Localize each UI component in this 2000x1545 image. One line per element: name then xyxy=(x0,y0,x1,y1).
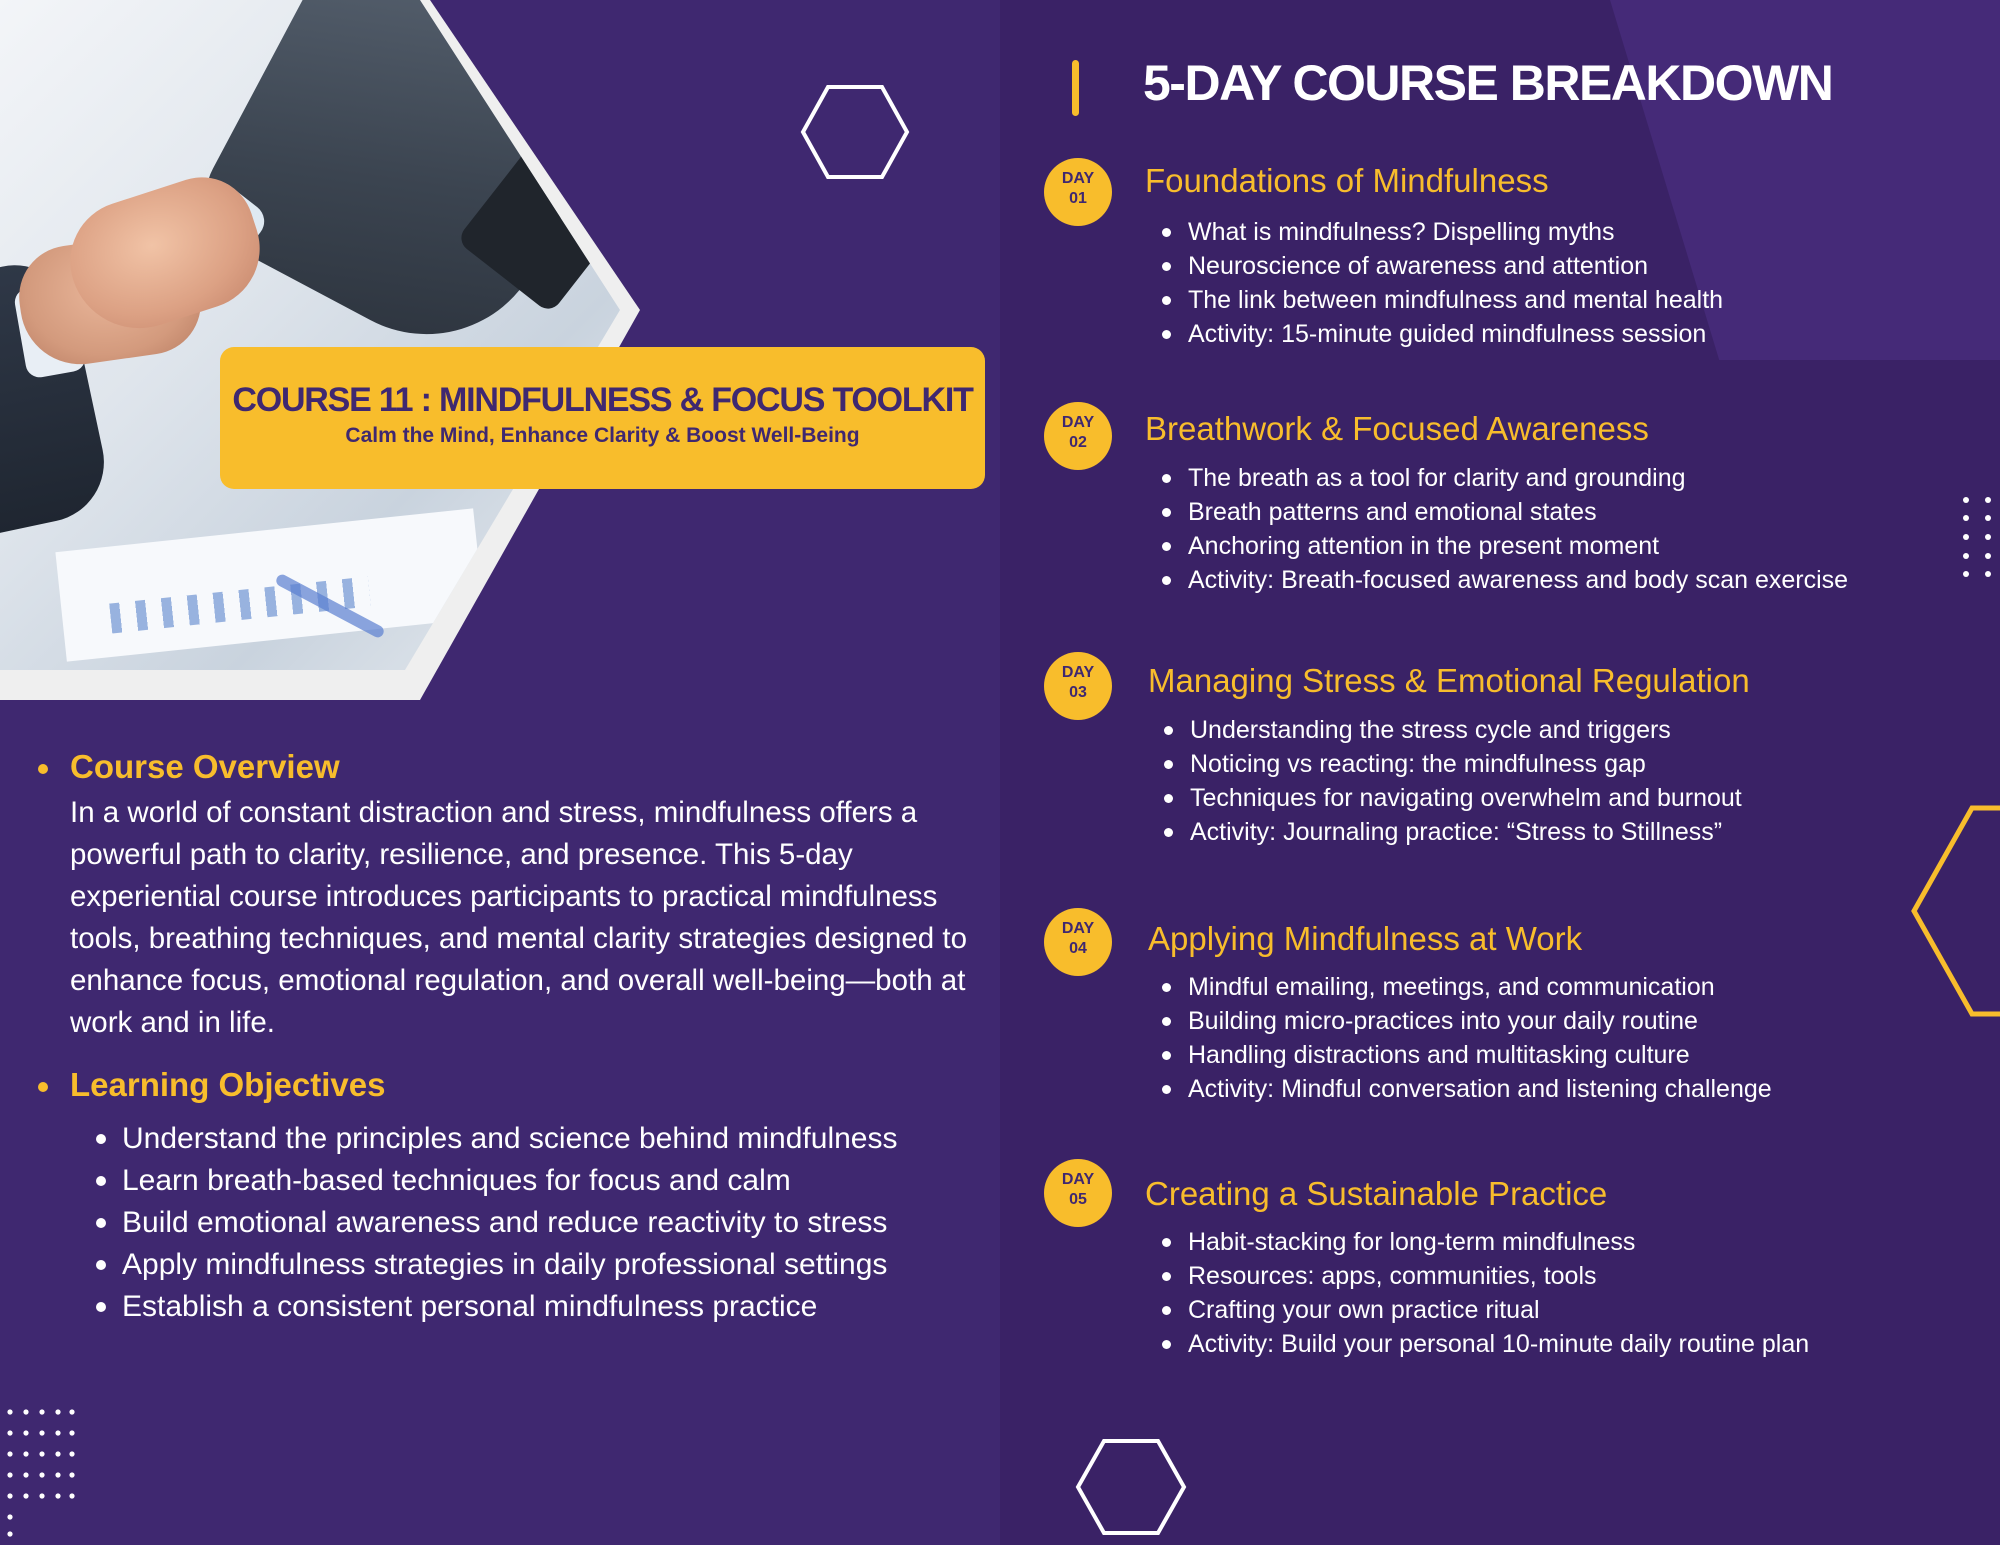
objective-item: Build emotional awareness and reduce reactivity to stress xyxy=(122,1202,922,1244)
course-title-banner xyxy=(220,347,985,489)
day-topic: The breath as a tool for clarity and grounding xyxy=(1188,461,1848,495)
day-badge xyxy=(1044,158,1112,226)
document-paper xyxy=(55,508,484,661)
day-topic: Noticing vs reacting: the mindfulness gap xyxy=(1190,747,1742,781)
day-topic: Understanding the stress cycle and triggers xyxy=(1190,713,1742,747)
day-topic: Anchoring attention in the present moment xyxy=(1188,529,1848,563)
overview-paragraph: In a world of constant distraction and stress, mindfulness offers a powerful path to clarity, resilience, and presence. This 5-day experiential course introduces participants to practical mindfulness tools, breathing techniques, and mental clarity strategies designed to enhance focus, emotional regulation, and overall well-being—both at work and in life. xyxy=(70,796,968,1039)
day-topic: Building micro-practices into your daily routine xyxy=(1188,1004,1772,1038)
day-title: Foundations of Mindfulness xyxy=(1145,162,1549,199)
day-topics xyxy=(1188,215,1723,351)
day-topics xyxy=(1190,713,1742,849)
day-topics xyxy=(1188,461,1848,597)
day-topic: Activity: 15-minute guided mindfulness session xyxy=(1188,317,1723,351)
day-title: Creating a Sustainable Practice xyxy=(1145,1175,1608,1212)
objectives-heading-text: Learning Objectives xyxy=(70,1066,386,1103)
day-topic: Handling distractions and multitasking culture xyxy=(1188,1038,1772,1072)
day-topic: The link between mindfulness and mental health xyxy=(1188,283,1723,317)
day-topic: Resources: apps, communities, tools xyxy=(1188,1259,1809,1293)
breakdown-heading: 5-DAY COURSE BREAKDOWN xyxy=(1143,55,1833,111)
day-badge-label: DAY xyxy=(1061,1171,1095,1188)
day-topic: What is mindfulness? Dispelling myths xyxy=(1188,215,1723,249)
overview-heading xyxy=(30,748,980,786)
course-title: COURSE 11 : MINDFULNESS & FOCUS TOOLKIT xyxy=(232,381,973,419)
day-topic: Activity: Mindful conversation and listening challenge xyxy=(1188,1072,1772,1106)
objective-item: Understand the principles and science behind mindfulness xyxy=(122,1118,922,1160)
course-subtitle: Calm the Mind, Enhance Clarity & Boost Well-Being xyxy=(345,424,860,447)
day-badge xyxy=(1044,908,1112,976)
objective-item: Learn breath-based techniques for focus and calm xyxy=(122,1160,922,1202)
hexagon-accent-icon xyxy=(1910,804,2000,1018)
left-column xyxy=(30,748,980,1328)
day-badge-label: DAY xyxy=(1061,414,1095,431)
objective-item: Apply mindfulness strategies in daily professional settings xyxy=(122,1244,922,1286)
day-topic: Activity: Build your personal 10-minute daily routine plan xyxy=(1188,1327,1809,1361)
dot-grid-decoration-right xyxy=(1962,496,1994,580)
day-badge-label: DAY xyxy=(1061,920,1095,937)
overview-heading-text: Course Overview xyxy=(70,748,340,785)
objectives-heading xyxy=(30,1066,980,1104)
day-title: Managing Stress & Emotional Regulation xyxy=(1148,662,1750,699)
day-topic: Activity: Journaling practice: “Stress to Stillness” xyxy=(1190,815,1742,849)
day-topic: Mindful emailing, meetings, and communication xyxy=(1188,970,1772,1004)
day-topic: Techniques for navigating overwhelm and burnout xyxy=(1190,781,1742,815)
day-topic: Breath patterns and emotional states xyxy=(1188,495,1848,529)
hexagon-outline-icon xyxy=(800,84,910,180)
day-topics xyxy=(1188,1225,1809,1361)
bullet-icon xyxy=(38,764,48,774)
day-badge-number: 04 xyxy=(1069,940,1087,957)
day-badge-number: 03 xyxy=(1069,684,1087,701)
day-badge-number: 02 xyxy=(1069,434,1087,451)
day-title: Applying Mindfulness at Work xyxy=(1148,920,1583,957)
day-topic: Activity: Breath-focused awareness and body scan exercise xyxy=(1188,563,1848,597)
day-badge-number: 05 xyxy=(1069,1191,1087,1208)
hexagon-outline-icon-bottom xyxy=(1075,1438,1187,1536)
heading-accent-bar xyxy=(1072,60,1079,116)
objectives-list xyxy=(30,1118,980,1328)
day-badge xyxy=(1044,402,1112,470)
day-topic: Crafting your own practice ritual xyxy=(1188,1293,1809,1327)
day-badge-label: DAY xyxy=(1061,664,1095,681)
day-title: Breathwork & Focused Awareness xyxy=(1145,410,1649,447)
day-topic: Habit-stacking for long-term mindfulness xyxy=(1188,1225,1809,1259)
day-topics xyxy=(1188,970,1772,1106)
day-badge xyxy=(1044,1159,1112,1227)
dot-grid-decoration-left xyxy=(6,1408,76,1538)
bullet-icon xyxy=(38,1082,48,1092)
day-badge-number: 01 xyxy=(1069,190,1087,207)
objective-item: Establish a consistent personal mindfulness practice xyxy=(122,1286,922,1328)
day-topic: Neuroscience of awareness and attention xyxy=(1188,249,1723,283)
day-badge xyxy=(1044,652,1112,720)
handshake-photo xyxy=(0,0,620,670)
day-badge-label: DAY xyxy=(1061,170,1095,187)
